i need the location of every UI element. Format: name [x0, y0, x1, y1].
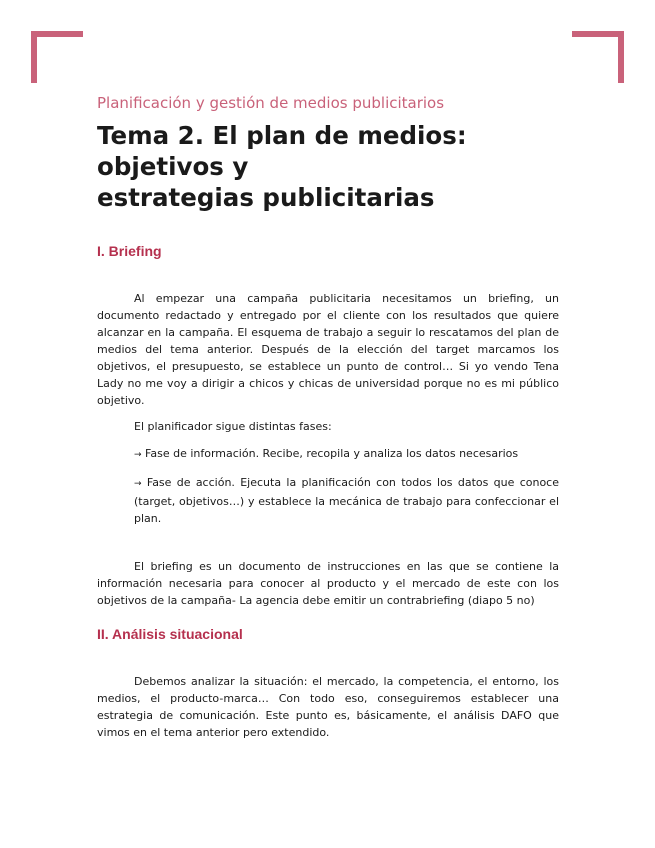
document-content [97, 90, 559, 741]
briefing-paragraph-1: Al empezar una campaña publicitaria necesitamos un briefing, un documento redactado y entregado por el cliente con los resultados que quiere alcanzar en la campaña. El esquema de trabajo a seguir lo rescatamos del plan de medios del tema anterior. Después de la elección del target marcamos los objetivos, el presupuesto, se establece un punto de control… Si yo vendo Tena Lady no me voy a dirigir a chicos y chicas de universidad porque no es mi público objetivo. [97, 292, 559, 407]
course-subject: Planificación y gestión de medios publicitarios [97, 94, 445, 112]
title-line-1: Tema 2. El plan de medios: objetivos y [97, 121, 467, 181]
phase-information [97, 445, 559, 464]
phase-action [97, 474, 559, 527]
phase-information-text: Fase de información. Recibe, recopila y analiza los datos necesarios [145, 447, 519, 460]
situational-paragraph-1: Debemos analizar la situación: el mercado, la competencia, el entorno, los medios, el producto-marca… Con todo eso, conseguiremos establecer una estrategia de comunicación. Este punto es, básicamente, el análisis DAFO que vimos en el tema anterior pero extendido. [97, 675, 559, 739]
phases-intro: El planificador sigue distintas fases: [134, 420, 332, 433]
arrow-right-icon: → [134, 450, 142, 460]
briefing-paragraph-2: El briefing es un documento de instrucciones en las que se contiene la información necesaria para conocer al producto y el mercado de este con los objetivos de la campaña- La agencia debe emitir un contrabriefing (diapo 5 no) [97, 560, 559, 607]
arrow-right-icon: → [134, 479, 142, 489]
phase-action-text: Fase de acción. Ejecuta la planificación con todos los datos que conoce (target, objetivos…) y establece la mecánica de trabajo para confeccionar el plan. [134, 476, 559, 525]
corner-mark-top-left [31, 31, 83, 83]
title-line-2: estrategias publicitarias [97, 183, 435, 212]
document-title [97, 120, 559, 213]
corner-mark-top-right [572, 31, 624, 83]
section-heading-briefing: I. Briefing [97, 243, 162, 259]
section-heading-situational-analysis: II. Análisis situacional [97, 626, 243, 642]
